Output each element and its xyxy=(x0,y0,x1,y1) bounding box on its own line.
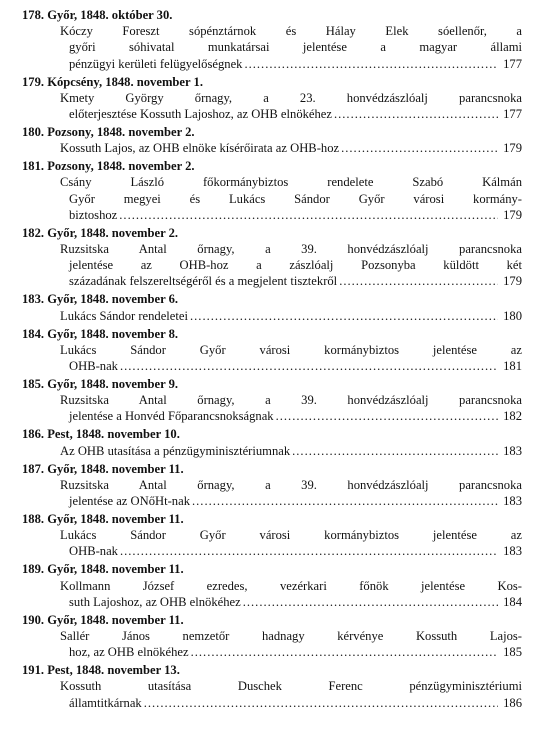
dot-leader xyxy=(120,543,498,559)
dot-leader xyxy=(144,695,498,711)
toc-entry xyxy=(22,225,522,290)
description-text: előterjesztése Kossuth Lajoshoz, az OHB elnökéhez xyxy=(69,107,332,122)
description-text: államtitkárnak xyxy=(69,695,142,710)
description-line xyxy=(60,408,522,424)
page-number: 180 xyxy=(503,308,522,323)
toc-entry xyxy=(22,561,522,610)
dot-leader xyxy=(244,56,498,72)
entry-heading: 190. Győr, 1848. november 11. xyxy=(22,612,184,627)
entry-heading: 186. Pest, 1848. november 10. xyxy=(22,427,180,442)
description-line: győri sóhivatal munkatársai jelentése a magyar állami xyxy=(69,40,522,55)
dot-leader xyxy=(339,273,498,289)
toc-entry xyxy=(22,612,522,661)
description-line: Kollmann József ezredes, vezérkari főnök jelentése Kos- xyxy=(60,578,522,593)
entry-heading: 180. Pozsony, 1848. november 2. xyxy=(22,125,195,140)
entry-description xyxy=(22,90,522,122)
dot-leader xyxy=(341,140,498,156)
toc-entry xyxy=(22,158,522,223)
description-line xyxy=(60,594,522,610)
description-text: Lukács Sándor rendeletei xyxy=(60,308,188,323)
page-number: 177 xyxy=(503,56,522,71)
toc-entry xyxy=(22,662,522,711)
entry-description xyxy=(22,392,522,424)
entry-description xyxy=(22,527,522,559)
toc-entry xyxy=(22,426,522,458)
description-line xyxy=(60,56,522,72)
description-line xyxy=(60,273,522,289)
entry-heading: 187. Győr, 1848. november 11. xyxy=(22,461,184,476)
page-number: 183 xyxy=(503,494,522,509)
description-line xyxy=(60,543,522,559)
description-line: Kmety György őrnagy, a 23. honvédzászlóalj parancsnoka xyxy=(60,90,522,105)
description-line xyxy=(60,358,522,374)
entry-description xyxy=(22,308,522,324)
entry-description xyxy=(22,174,522,223)
entry-heading: 182. Győr, 1848. november 2. xyxy=(22,225,179,240)
entry-heading: 184. Győr, 1848. november 8. xyxy=(22,326,179,341)
description-text: OHB-nak xyxy=(69,359,118,374)
description-text: Az OHB utasítása a pénzügyminisztériumnak xyxy=(60,443,291,458)
page-number: 179 xyxy=(503,141,522,156)
toc-entry xyxy=(22,461,522,510)
description-line: Ruzsitska Antal őrnagy, a 39. honvédzászlóalj parancsnoka xyxy=(60,393,522,408)
page-number: 179 xyxy=(503,274,522,289)
entry-heading: 189. Győr, 1848. november 11. xyxy=(22,562,184,577)
description-line: Ruzsitska Antal őrnagy, a 39. honvédzászlóalj parancsnoka xyxy=(60,242,522,257)
dot-leader xyxy=(191,644,498,660)
entry-description xyxy=(22,628,522,660)
description-line xyxy=(60,644,522,660)
dot-leader xyxy=(190,308,498,324)
page-number: 184 xyxy=(503,594,522,609)
description-text: biztoshoz xyxy=(69,207,118,222)
description-line: Győr megyei és Lukács Sándor Győr városi kormány- xyxy=(69,191,522,206)
entry-heading: 179. Kópcsény, 1848. november 1. xyxy=(22,74,203,89)
description-line xyxy=(60,140,522,156)
dot-leader xyxy=(334,106,498,122)
page-number: 177 xyxy=(503,107,522,122)
description-text: hoz, az OHB elnökéhez xyxy=(69,645,189,660)
description-text: jelentése az ONőHt-nak xyxy=(69,494,190,509)
description-text: Kossuth Lajos, az OHB elnöke kísérőirata az OHB-hoz xyxy=(60,141,340,156)
toc-entry xyxy=(22,511,522,560)
description-line xyxy=(60,106,522,122)
page-number: 183 xyxy=(503,443,522,458)
description-line: Sallér János nemzetőr hadnagy kérvénye Kossuth Lajos- xyxy=(60,629,522,644)
entry-heading: 191. Pest, 1848. november 13. xyxy=(22,663,180,678)
description-line xyxy=(60,308,522,324)
dot-leader xyxy=(292,443,498,459)
entry-description xyxy=(22,23,522,72)
toc-entry xyxy=(22,7,522,72)
page-number: 181 xyxy=(503,359,522,374)
dot-leader xyxy=(243,594,498,610)
description-line xyxy=(60,695,522,711)
entry-heading: 185. Győr, 1848. november 9. xyxy=(22,377,179,392)
toc-entry xyxy=(22,74,522,123)
toc-entry xyxy=(22,326,522,375)
entry-description xyxy=(22,678,522,710)
description-line: jelentése az OHB-hoz a zászlóalj Pozsonyba küldött két xyxy=(69,258,522,273)
page-number: 185 xyxy=(503,645,522,660)
description-text: pénzügyi kerületi felügyelőségnek xyxy=(69,56,243,71)
page-number: 186 xyxy=(503,695,522,710)
entry-description xyxy=(22,578,522,610)
entry-description xyxy=(22,140,522,156)
entry-heading: 188. Győr, 1848. november 11. xyxy=(22,512,184,527)
entry-description xyxy=(22,241,522,290)
description-line xyxy=(60,493,522,509)
description-text: OHB-nak xyxy=(69,544,118,559)
entry-description xyxy=(22,342,522,374)
entry-heading: 181. Pozsony, 1848. november 2. xyxy=(22,159,195,174)
entry-description xyxy=(22,443,522,459)
entry-description xyxy=(22,477,522,509)
description-line: Lukács Sándor Győr városi kormánybiztos jelentése az xyxy=(60,342,522,357)
toc-entry xyxy=(22,291,522,323)
description-text: századának felszereltségéről és a megjelent tisztekről xyxy=(69,274,338,289)
page-number: 183 xyxy=(503,544,522,559)
description-line: Csány László főkormánybiztos rendelete Szabó Kálmán xyxy=(60,175,522,190)
dot-leader xyxy=(276,408,498,424)
toc-entry xyxy=(22,124,522,156)
page-number: 182 xyxy=(503,409,522,424)
toc-entry xyxy=(22,376,522,425)
description-line: Kossuth utasítása Duschek Ferenc pénzügyminisztériumi xyxy=(60,679,522,694)
description-text: suth Lajoshoz, az OHB elnökéhez xyxy=(69,594,241,609)
description-text: jelentése a Honvéd Főparancsnokságnak xyxy=(69,409,274,424)
dot-leader xyxy=(120,358,498,374)
dot-leader xyxy=(119,207,498,223)
description-line xyxy=(60,443,522,459)
dot-leader xyxy=(192,493,498,509)
page-number: 179 xyxy=(503,207,522,222)
entry-heading: 183. Győr, 1848. november 6. xyxy=(22,292,179,307)
description-line: Lukács Sándor Győr városi kormánybiztos jelentése az xyxy=(60,528,522,543)
entry-heading: 178. Győr, 1848. október 30. xyxy=(22,8,173,22)
description-line: Ruzsitska Antal őrnagy, a 39. honvédzászlóalj parancsnoka xyxy=(60,477,522,492)
description-line xyxy=(60,207,522,223)
description-line: Kóczy Foreszt sópénztárnok és Hálay Elek sóellenőr, a xyxy=(60,24,522,39)
